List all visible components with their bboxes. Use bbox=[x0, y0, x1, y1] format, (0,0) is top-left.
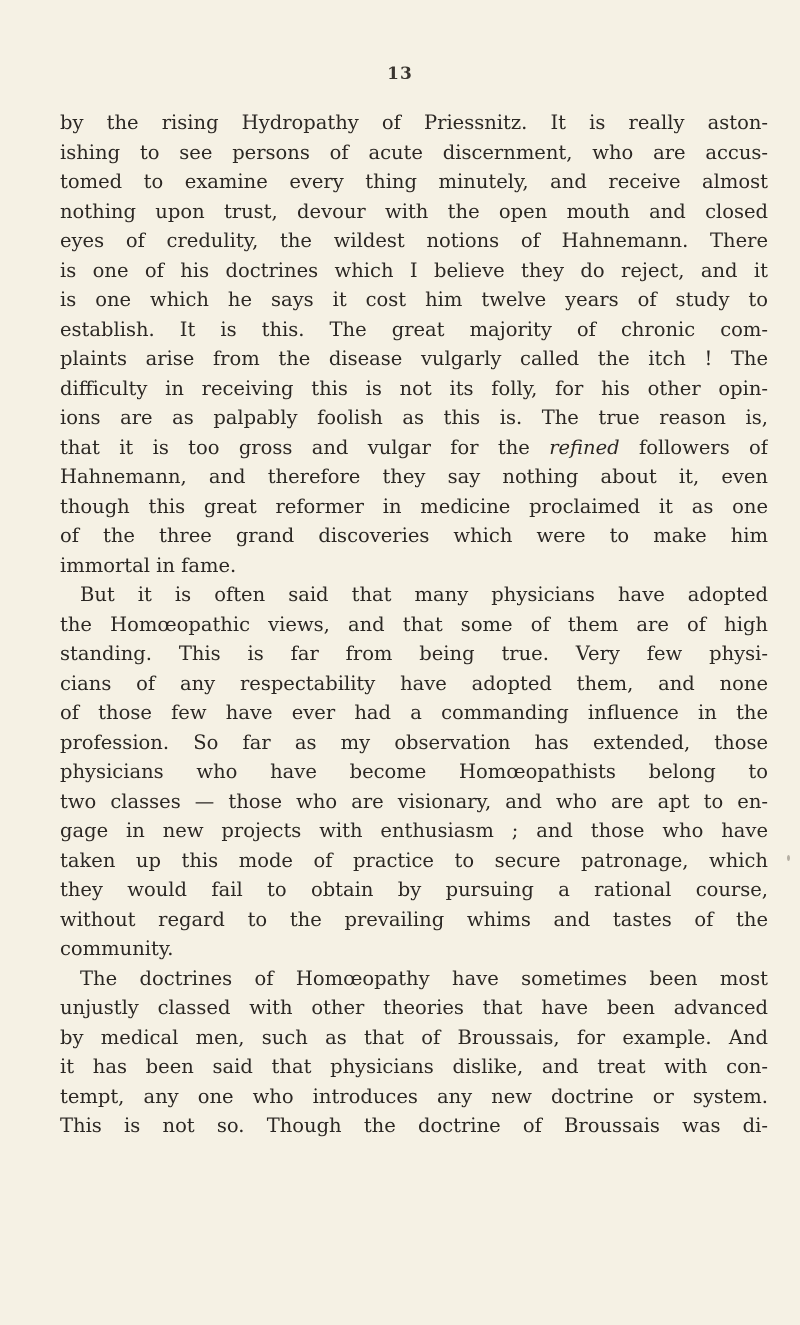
text-segment: that it is too gross and vulgar for the bbox=[60, 435, 530, 459]
text-line: tomed to examine every thing minutely, and receive almost bbox=[60, 170, 768, 193]
text-line: unjustly classed with other theories that have been advanced bbox=[60, 996, 768, 1019]
text-line: ions are as palpably foolish as this is. The true reason is, bbox=[60, 406, 768, 429]
italic-word: refined bbox=[549, 435, 620, 459]
text-line: This is not so. Though the doctrine of Broussais was di- bbox=[60, 1114, 768, 1137]
text-line: community. bbox=[60, 937, 174, 960]
text-line: Hahnemann, and therefore they say nothing about it, even bbox=[60, 465, 768, 488]
text-line: ishing to see persons of acute discernment, who are accus- bbox=[60, 140, 768, 164]
text-line: taken up this mode of practice to secure patronage, which bbox=[60, 848, 768, 872]
text-segment: followers of bbox=[638, 435, 768, 459]
text-line: it has been said that physicians dislike, and treat with con- bbox=[60, 1055, 768, 1078]
paragraph-start: The doctrines of Homœopathy have sometimes been most bbox=[80, 966, 768, 990]
text-line: tempt, any one who introduces any new doctrine or system. bbox=[60, 1084, 768, 1108]
text-line: cians of any respectability have adopted them, and none bbox=[60, 671, 768, 695]
text-line: is one of his doctrines which I believe they do reject, and it bbox=[60, 258, 768, 282]
text-line: by the rising Hydropathy of Priessnitz. It is really aston- bbox=[60, 111, 768, 134]
paper-blemish bbox=[787, 855, 790, 861]
text-line: physicians who have become Homœopathists belong to bbox=[60, 760, 768, 783]
text-line: of the three grand discoveries which were to make him bbox=[60, 524, 768, 547]
text-line: by medical men, such as that of Broussais, for example. And bbox=[60, 1025, 768, 1049]
page-number: 13 bbox=[387, 64, 413, 84]
text-line: nothing upon trust, devour with the open mouth and closed bbox=[60, 199, 768, 223]
text-line: is one which he says it cost him twelve years of study to bbox=[60, 288, 768, 311]
text-line: immortal in fame. bbox=[60, 553, 237, 577]
body-text bbox=[60, 108, 768, 1141]
text-line: they would fail to obtain by pursuing a rational course, bbox=[60, 878, 768, 901]
text-line-with-italic bbox=[60, 433, 768, 463]
text-line: of those few have ever had a commanding influence in the bbox=[60, 701, 768, 724]
text-line: establish. It is this. The great majority of chronic com- bbox=[60, 317, 768, 341]
text-line: though this great reformer in medicine proclaimed it as one bbox=[60, 494, 768, 518]
text-line: plaints arise from the disease vulgarly called the itch ! The bbox=[60, 347, 768, 370]
paragraph-start: But it is often said that many physicians have adopted bbox=[80, 583, 768, 606]
text-line: eyes of credulity, the wildest notions of Hahnemann. There bbox=[60, 229, 768, 252]
text-line: gage in new projects with enthusiasm ; and those who have bbox=[60, 819, 768, 842]
text-line: without regard to the prevailing whims and tastes of the bbox=[60, 907, 768, 931]
text-line: standing. This is far from being true. Very few physi- bbox=[60, 642, 768, 665]
text-line: two classes — those who are visionary, and who are apt to en- bbox=[60, 789, 768, 813]
text-line: the Homœopathic views, and that some of them are of high bbox=[60, 612, 768, 636]
text-line: profession. So far as my observation has extended, those bbox=[60, 730, 768, 754]
text-line: difficulty in receiving this is not its folly, for his other opin- bbox=[60, 376, 768, 400]
